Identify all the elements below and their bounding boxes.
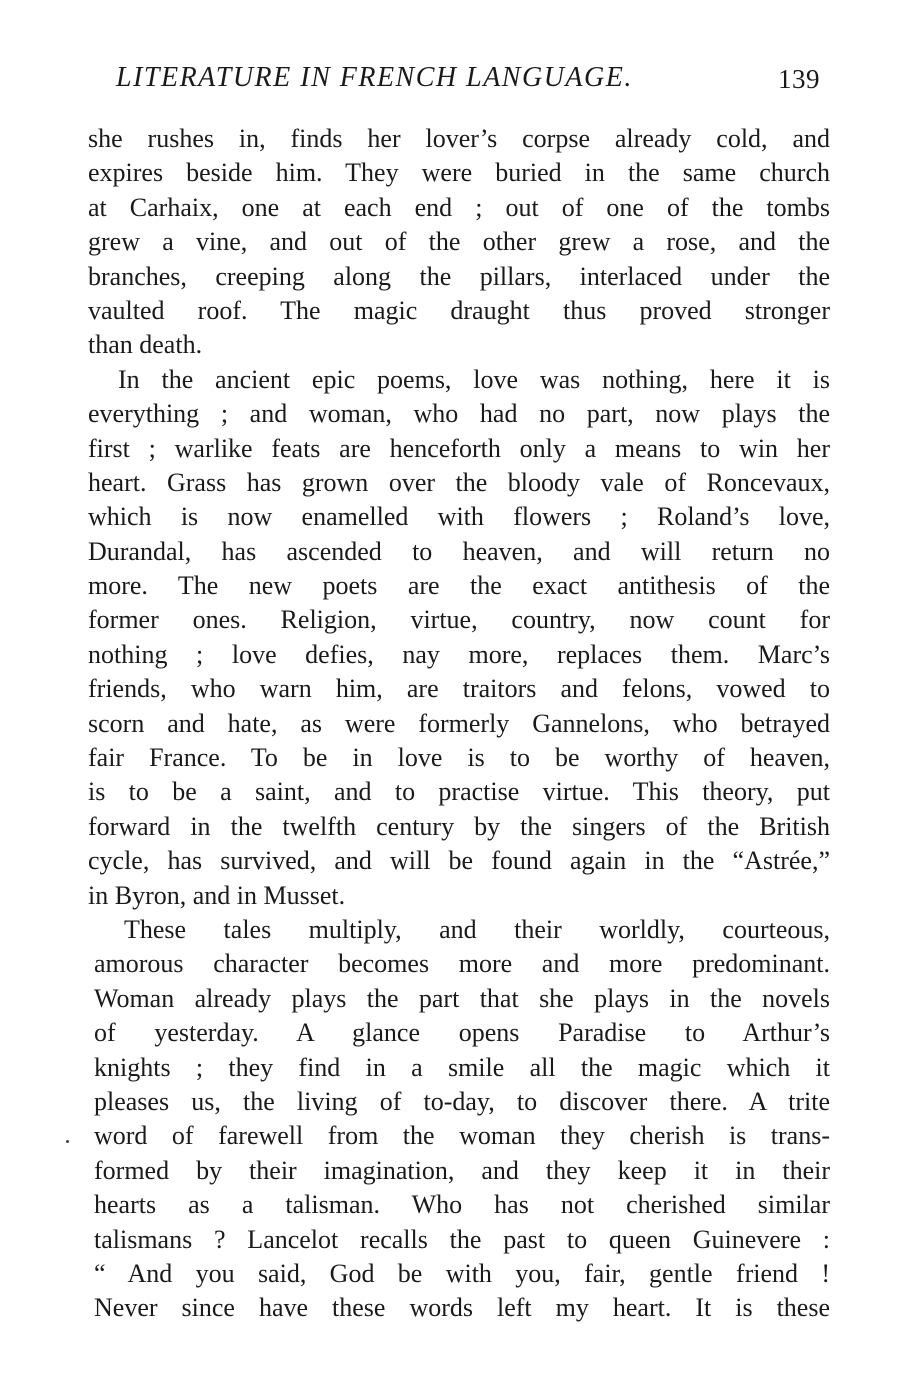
text-line: nothing ; love defies, nay more, replaces them. Marc’s [88,639,830,669]
text-line: amorous character becomes more and more predominant. [94,949,830,979]
text-line: first ; warlike feats are henceforth only a means to win her [88,433,830,463]
text-line: These tales multiply, and their worldly, courteous, [124,914,830,944]
text-line: vaulted roof. The magic draught thus proved stronger [88,295,830,325]
text-line: scorn and hate, as were formerly Gannelons, who betrayed [88,708,830,738]
paragraph [88,363,830,913]
book-page [88,58,830,1326]
text-line: forward in the twelfth century by the singers of the British [88,811,830,841]
text-line: more. The new poets are the exact antithesis of the [88,571,830,601]
text-line: cycle, has survived, and will be found again in the “Astrée,” [88,846,830,876]
text-line: formed by their imagination, and they keep it in their [94,1155,830,1185]
text-line: pleases us, the living of to-day, to discover there. A trite [94,1086,830,1116]
text-line: which is now enamelled with flowers ; Roland’s love, [88,502,830,532]
text-line: Durandal, has ascended to heaven, and will return no [88,536,830,566]
text-line: in Byron, and in Musset. [88,880,346,910]
page-body [88,122,830,1326]
paragraph [88,913,830,1326]
text-line: In the ancient epic poems, love was nothing, here it is [118,364,830,394]
print-speck [66,1140,69,1143]
text-line: knights ; they find in a smile all the magic which it [94,1052,830,1082]
running-header [88,58,830,108]
text-line: former ones. Religion, virtue, country, now count for [88,605,830,635]
text-line: than death. [88,330,203,360]
text-line: talismans ? Lancelot recalls the past to queen Guinevere : [94,1224,830,1254]
text-line: friends, who warn him, are traitors and felons, vowed to [88,674,830,704]
page-number: 139 [778,64,820,94]
text-line: hearts as a talisman. Who has not cherished similar [94,1190,830,1220]
paragraph [88,122,830,363]
text-line: grew a vine, and out of the other grew a rose, and the [88,227,830,257]
text-line: fair France. To be in love is to be worthy of heaven, [88,743,830,773]
text-line: Woman already plays the part that she plays in the novels [94,983,830,1013]
running-title: LITERATURE IN FRENCH LANGUAGE. [116,62,633,93]
text-line: Never since have these words left my heart. It is these [94,1293,830,1323]
text-line: expires beside him. They were buried in the same church [88,158,830,188]
text-line: of yesterday. A glance opens Paradise to Arthur’s [94,1018,830,1048]
text-line: word of farewell from the woman they cherish is trans- [94,1121,830,1151]
text-line: at Carhaix, one at each end ; out of one of the tombs [88,192,830,222]
text-line: is to be a saint, and to practise virtue. This theory, put [88,777,830,807]
text-line: she rushes in, finds her lover’s corpse already cold, and [88,124,830,153]
text-line: everything ; and woman, who had no part, now plays the [88,399,830,429]
text-line: heart. Grass has grown over the bloody vale of Roncevaux, [88,467,830,497]
text-line: branches, creeping along the pillars, interlaced under the [88,261,830,291]
text-line: “ And you said, God be with you, fair, gentle friend ! [94,1258,830,1288]
